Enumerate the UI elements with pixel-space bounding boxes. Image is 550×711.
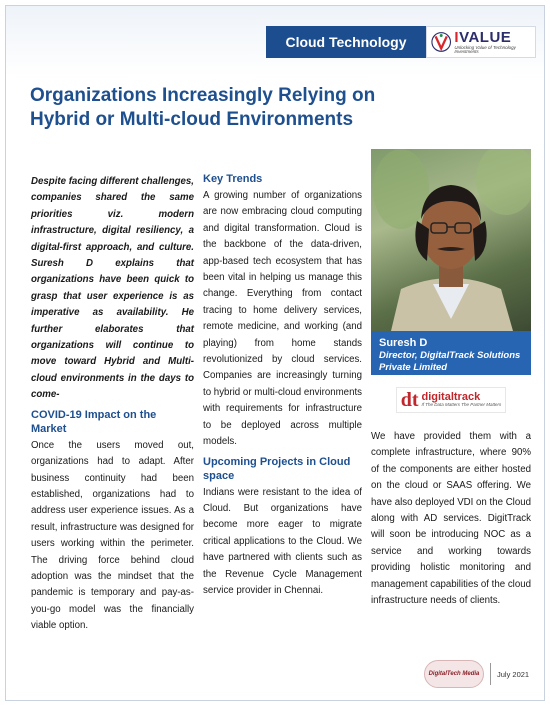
projects-body: Indians were resistant to the idea of Cloud. But organizations have become more eager to migrate critical applications to the Cloud. We have partnered with clients such as the Revenue Cycle Management service provider in Chennai. bbox=[203, 486, 362, 596]
dt-logo-name: digitaltrack bbox=[421, 391, 481, 404]
issue-date: July 2021 bbox=[497, 669, 530, 679]
dt-logo-icon: dt bbox=[400, 389, 419, 411]
ivalue-logo bbox=[426, 26, 536, 58]
page-footer bbox=[424, 658, 536, 690]
intro-paragraph: Despite facing different challenges, companies shared the same priorities viz. modern infrastructure, digital resiliency, a digital-first approach, and culture. Suresh D explains that organizations have been quick to grasp that user experience is as imperative as availability. He further elaborates that organizations will continue to move toward Hybrid and Multi-cloud environments in the days to come- bbox=[31, 176, 194, 401]
footer-divider bbox=[490, 663, 491, 685]
brand-tagline: Unlocking Value of Technology Investments bbox=[454, 44, 516, 54]
ivalue-logo-icon bbox=[431, 31, 451, 53]
profile-photo bbox=[371, 149, 531, 331]
person-portrait-image bbox=[371, 149, 531, 331]
profile-name: Suresh D bbox=[379, 337, 428, 349]
article-title: Organizations Increasingly Relying on Hybrid or Multi-cloud Environments bbox=[30, 85, 376, 130]
magazine-page bbox=[5, 5, 545, 701]
trends-body: A growing number of organizations are now embracing cloud computing and digital transformation. Cloud is the backbone of the data-driven, app-based tech ecosystem that has been vital in helping us manage this change. Everything from contact tracing to home delivery services, remote medicine, and working (and playing) from home stands revolutionized by cloud services. Companies are increasingly turning to hybrid or multi-cloud environments with requirements for infrastructure to be deployed across multiple models. bbox=[203, 190, 362, 448]
publisher-logo bbox=[424, 660, 484, 688]
publisher-name: DigitalTech Media bbox=[428, 671, 480, 677]
covid-heading: COVID-19 Impact on the Market bbox=[31, 408, 157, 435]
ivalue-logo-text bbox=[454, 30, 535, 55]
dt-logo-tagline: If The Data Matters The Partner Matters bbox=[421, 402, 502, 408]
projects-heading: Upcoming Projects in Cloud space bbox=[203, 455, 351, 482]
profile-caption bbox=[371, 331, 531, 375]
column-middle bbox=[203, 172, 362, 599]
column-right bbox=[371, 149, 531, 609]
covid-body: Once the users moved out, organizations had to adapt. After business continuity had been established, organizations had to address user experience issues. As a result, infrastructure was designed for users working within the perimeter. The driving force behind cloud adoption was the mindset that the pandemic is temporary and pay-as-you-go model was the financially viable option. bbox=[31, 439, 194, 632]
profile-role: Director, DigitalTrack Solutions Private Limited bbox=[379, 350, 521, 373]
column-left bbox=[31, 174, 194, 635]
brand-name: IVALUE bbox=[454, 28, 512, 46]
continued-body: We have provided them with a complete infrastructure, where 90% of the components are either hosted on the cloud or SAAS offering. We have also deployed VDI on the Cloud along with AD services. DigitTrack will soon be introducing NOC as a service and working towards providing holistic monitoring and management capabilities of the cloud infrastructure needs of clients. bbox=[371, 431, 531, 607]
section-tag: Cloud Technology bbox=[266, 26, 426, 58]
digitaltrack-logo bbox=[371, 385, 531, 415]
trends-heading: Key Trends bbox=[203, 173, 263, 185]
